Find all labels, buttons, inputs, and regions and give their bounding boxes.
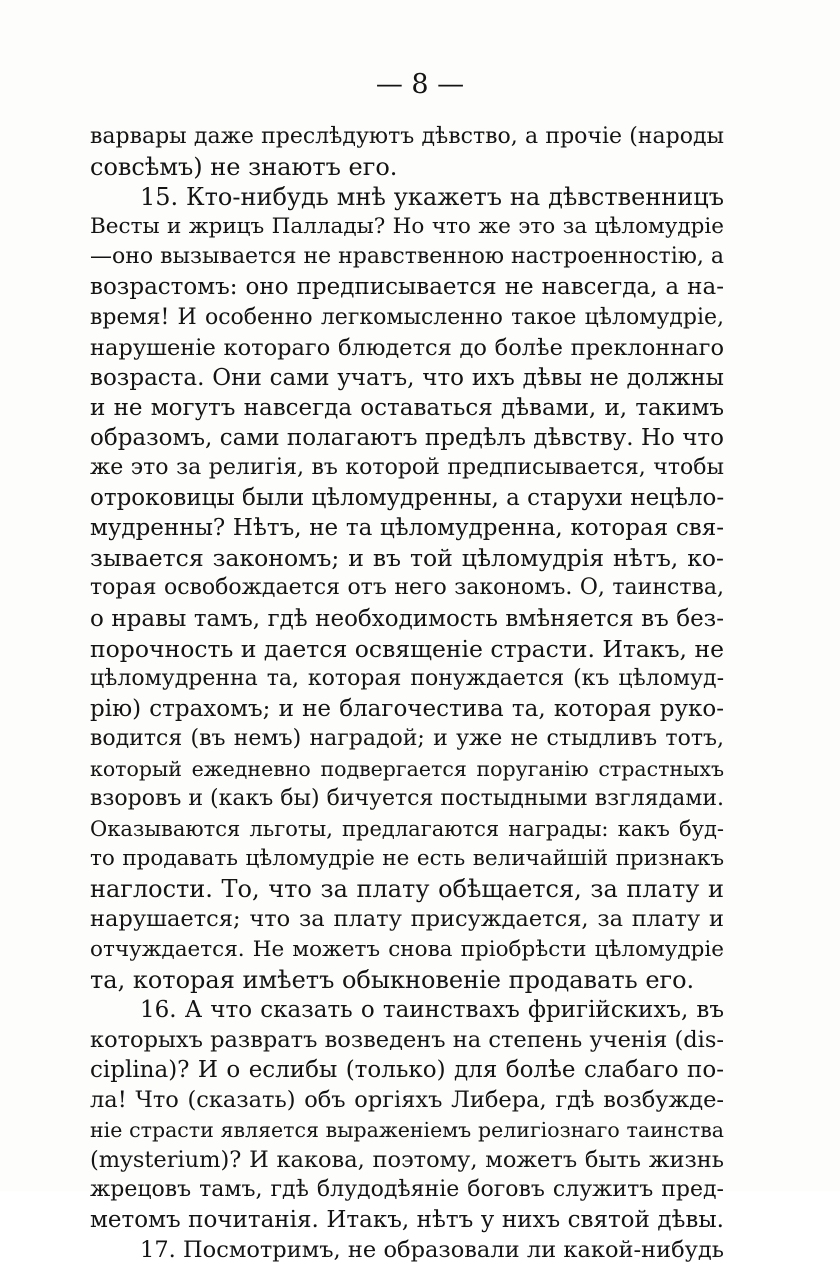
text-line: жрецовъ тамъ, гдѣ блудодѣяніе боговъ служитъ пред- <box>90 1177 724 1203</box>
text-line: то продавать цѣломудріе не есть величайшій признакъ <box>90 846 724 872</box>
text-line: ла! Что (сказать) объ оргіяхъ Либера, гдѣ возбужде- <box>90 1087 724 1113</box>
text-line: мудренны? Нѣтъ, не та цѣломудренна, которая свя- <box>90 515 724 542</box>
text-line: метомъ почитанія. Итакъ, нѣтъ у нихъ святой дѣвы. <box>90 1207 724 1234</box>
paragraph-16-start: 16. А что сказать о таинствахъ фригійскихъ, въ <box>140 996 724 1023</box>
text-line: ciplina)? И о еслибы (только) для болѣе слабаго по- <box>90 1056 724 1083</box>
body-text <box>90 122 724 1266</box>
text-line: взоровъ и (какъ бы) бичуется постыдными взглядами. <box>90 786 724 812</box>
text-line: порочность и дается освященіе страсти. Итакъ, не <box>90 634 724 663</box>
text-line: отроковицы были цѣломудренны, а старухи нецѣло- <box>90 485 724 512</box>
text-line: зывается закономъ; и въ той цѣломудрія нѣтъ, ко- <box>90 544 724 573</box>
text-line: рію) страхомъ; и не благочестива та, которая руко- <box>90 695 724 722</box>
text-line: (mysterium)? И какова, поэтому, можетъ быть жизнь <box>90 1147 724 1174</box>
text-line: нарушеніе котораго блюдется до болѣе преклоннаго <box>90 334 724 361</box>
paragraph-17-start: 17. Посмотримъ, не образовали ли какой-нибудь <box>140 1237 724 1264</box>
text-line: возрастомъ: оно предписывается не навсегда, а на- <box>90 274 724 301</box>
text-line: о нравы тамъ, гдѣ необходимость вмѣняется въ без- <box>90 605 724 632</box>
text-line: ніе страсти является выраженіемъ религіознаго таинства <box>90 1118 724 1143</box>
text-line: совсѣмъ) не знаютъ его. <box>90 153 398 182</box>
text-line: же это за религія, въ которой предписывается, чтобы <box>90 455 724 481</box>
text-line: Весты и жрицъ Паллады? Но что же это за цѣломудріе <box>90 214 724 240</box>
text-line: торая освобождается отъ него закономъ. О, таинства, <box>90 575 724 601</box>
text-line: наглости. То, что за плату обѣщается, за плату и <box>90 875 724 904</box>
text-line: варвары даже преслѣдуютъ дѣвство, а прочіе (народы <box>90 124 724 149</box>
page-number: — 8 — <box>375 69 465 100</box>
text-line: которыхъ развратъ возведенъ на степень ученія (dis- <box>90 1026 724 1053</box>
text-line: водится (въ немъ) наградой; и уже не стыдливъ тотъ, <box>90 725 724 751</box>
text-line: отчуждается. Не можетъ снова пріобрѣсти цѣломудріе <box>90 936 724 962</box>
text-line: —оно вызывается не нравственною настроенностію, а <box>90 244 724 270</box>
text-line: и не могутъ навсегда оставаться дѣвами, и, такимъ <box>90 394 724 421</box>
text-line: та, которая имѣетъ обыкновеніе продавать его. <box>90 965 695 994</box>
text-line: время! И особенно легкомысленно такое цѣломудріе, <box>90 304 724 330</box>
text-line: нарушается; что за плату присуждается, за плату и <box>90 906 724 933</box>
text-line: Оказываются льготы, предлагаются награды: какъ буд- <box>90 817 724 842</box>
text-line: цѣломудренна та, которая понуждается (къ цѣломуд- <box>90 665 724 691</box>
text-line: образомъ, сами полагаютъ предѣлъ дѣвству. Но что <box>90 424 724 451</box>
text-line: который ежедневно подвергается поруганію страстныхъ <box>90 756 724 781</box>
text-line: возраста. Они сами учатъ, что ихъ дѣвы не должны <box>90 364 724 391</box>
paragraph-15-start: 15. Кто-нибудь мнѣ укажетъ на дѣвственницъ <box>140 183 724 212</box>
